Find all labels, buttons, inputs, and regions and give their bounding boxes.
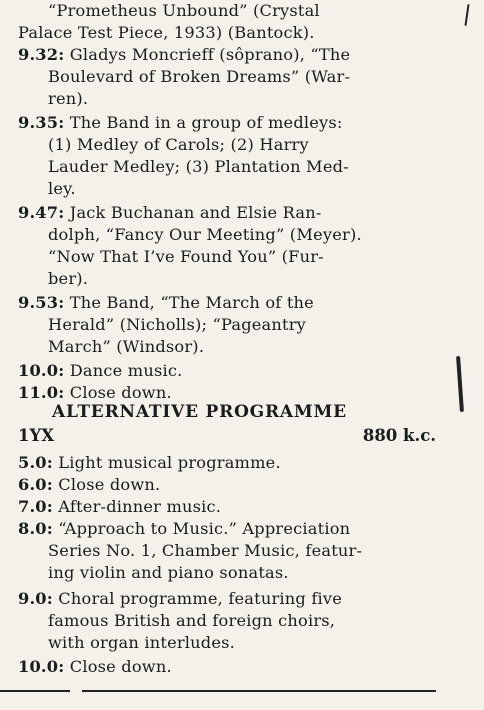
programme-entry xyxy=(18,518,440,584)
entry-time: 9.0: xyxy=(18,589,53,608)
entry-time: 10.0: xyxy=(18,657,65,676)
programme-entry xyxy=(18,452,440,474)
programme-entry xyxy=(18,588,440,654)
ink-mark xyxy=(456,356,464,412)
column-rule xyxy=(0,690,70,692)
entry-line: “Now That I’ve Found You” (Fur- xyxy=(48,247,324,266)
ink-mark xyxy=(464,4,469,26)
entry-line: Boulevard of Broken Dreams” (War- xyxy=(48,67,351,86)
entry-line: with organ interludes. xyxy=(48,633,235,652)
entry-line: Close down. xyxy=(64,657,172,676)
entry-line: famous British and foreign choirs, xyxy=(48,611,336,630)
entry-line: ber). xyxy=(48,269,89,288)
programme-entry xyxy=(18,496,440,518)
entry-line: The Band, “The March of the xyxy=(64,293,314,312)
entry-time: 9.32: xyxy=(18,45,65,64)
station-callsign: 1YX xyxy=(18,426,55,445)
entry-line: “Prometheus Unbound” (Crystal xyxy=(48,1,320,20)
entry-time: 10.0: xyxy=(18,361,65,380)
station-frequency: 880 k.c. xyxy=(362,426,436,445)
programme-entry xyxy=(18,360,440,382)
entry-time: 9.53: xyxy=(18,293,65,312)
programme-entry xyxy=(18,382,440,404)
programme-entry xyxy=(18,292,440,358)
programme-entry xyxy=(18,112,440,200)
entry-line: ing violin and piano sonatas. xyxy=(48,563,289,582)
entry-line: Close down. xyxy=(52,475,161,494)
entry-line: March” (Windsor). xyxy=(48,337,205,356)
entry-line: Palace Test Piece, 1933) (Bantock). xyxy=(18,23,315,42)
entry-line: dolph, “Fancy Our Meeting” (Meyer). xyxy=(48,225,362,244)
entry-line: Dance music. xyxy=(64,361,183,380)
column-rule xyxy=(82,690,436,692)
programme-entry xyxy=(18,44,440,110)
entry-time: 8.0: xyxy=(18,519,53,538)
entry-line: Light musical programme. xyxy=(52,453,281,472)
entry-line: After-dinner music. xyxy=(52,497,222,516)
entry-line: Lauder Medley; (3) Plantation Med- xyxy=(48,157,349,176)
programme-entry xyxy=(18,0,440,44)
section-heading: ALTERNATIVE PROGRAMME xyxy=(52,402,347,422)
entry-time: 6.0: xyxy=(18,475,53,494)
entry-line: Jack Buchanan and Elsie Ran- xyxy=(64,203,322,222)
entry-line: Gladys Moncrieff (sôprano), “The xyxy=(64,45,351,64)
entry-time: 5.0: xyxy=(18,453,53,472)
entry-line: (1) Medley of Carols; (2) Harry xyxy=(48,135,309,154)
programme-entry xyxy=(18,656,440,678)
entry-time: 9.35: xyxy=(18,113,65,132)
entry-line: ley. xyxy=(48,179,76,198)
entry-line: Close down. xyxy=(64,383,172,402)
station-row xyxy=(18,426,436,445)
entry-time: 11.0: xyxy=(18,383,65,402)
entry-time: 9.47: xyxy=(18,203,65,222)
entry-line: Herald” (Nicholls); “Pageantry xyxy=(48,315,307,334)
entry-line: The Band in a group of medleys: xyxy=(64,113,343,132)
programme-entry xyxy=(18,474,440,496)
entry-line: “Approach to Music.” Appreciation xyxy=(52,519,351,538)
entry-time: 7.0: xyxy=(18,497,53,516)
entry-line: ren). xyxy=(48,89,89,108)
programme-entry xyxy=(18,202,440,290)
entry-line: Choral programme, featuring five xyxy=(52,589,343,608)
entry-line: Series No. 1, Chamber Music, featur- xyxy=(48,541,363,560)
